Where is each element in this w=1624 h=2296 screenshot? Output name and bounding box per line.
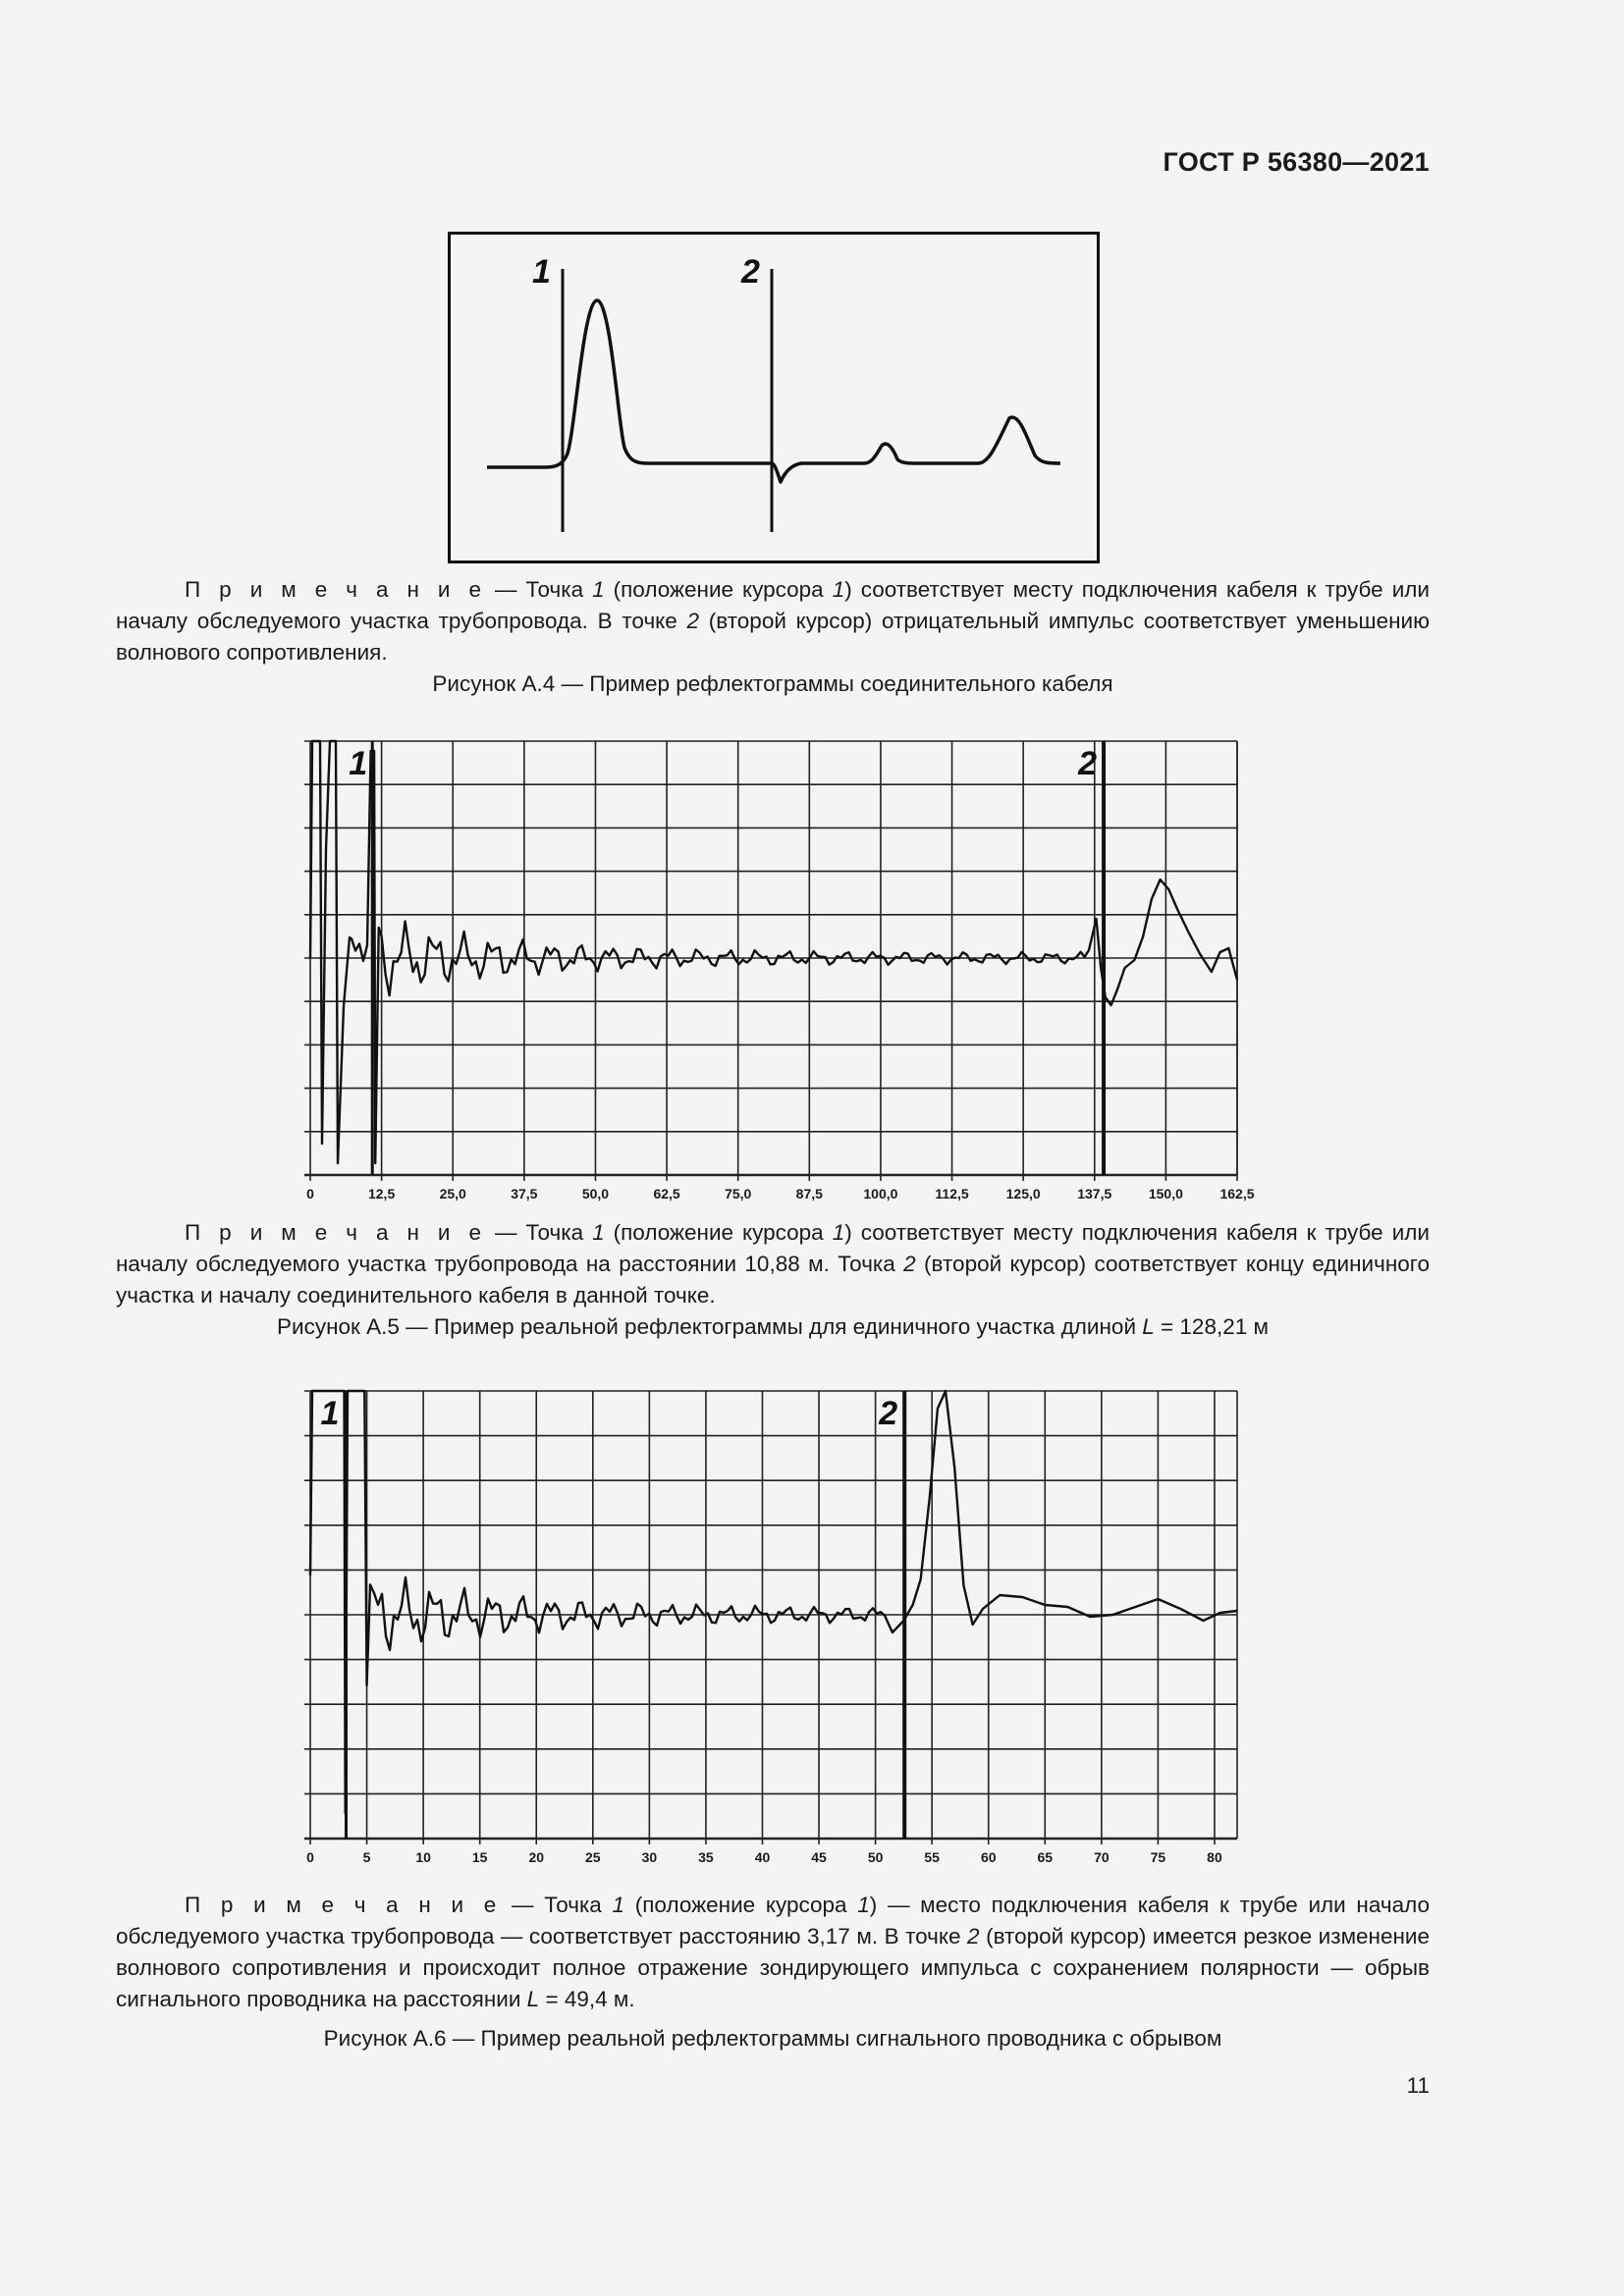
figure-a6-marker-2: 2	[879, 1395, 898, 1432]
figure-a6-x-tick-label: 0	[306, 1849, 314, 1865]
figure-a4-marker-1: 1	[532, 253, 551, 291]
figure-a5-x-tick-label: 62,5	[653, 1186, 680, 1201]
figure-a6-x-tick-label: 55	[924, 1849, 940, 1865]
figure-a5-marker-1: 1	[349, 745, 368, 782]
figure-a6-x-tick-label: 70	[1094, 1849, 1110, 1865]
figure-a6-x-tick-label: 30	[641, 1849, 658, 1865]
figure-a5-x-tick-label: 75,0	[725, 1186, 752, 1201]
figure-a6-x-tick-label: 20	[528, 1849, 545, 1865]
figure-a5-marker-2: 2	[1078, 745, 1097, 782]
figure-a6-x-tick-label: 65	[1037, 1849, 1054, 1865]
figure-a6-x-tick-label: 40	[754, 1849, 771, 1865]
figure-a4	[448, 232, 1100, 563]
figure-a5-note: П р и м е ч а н и е — Точка 1 (положение курсора 1) соответствует месту подключения кабеля к трубе или началу обследуемого участка трубопровода на расстоянии 10,88 м. Точка 2 (второй курсор) соответствует концу единичного участка и началу соединительного кабеля в данной точке.	[116, 1220, 1431, 1308]
figure-a6-x-tick-label: 35	[698, 1849, 714, 1865]
figure-a5-x-tick-label: 100,0	[863, 1186, 898, 1201]
figure-a5-x-tick-label: 137,5	[1077, 1186, 1112, 1201]
figure-a5-caption: Рисунок А.5 — Пример реальной рефлектограммы для единичного участка длиной L = 128,21 м	[277, 1314, 1269, 1339]
figure-a6-x-tick-label: 25	[585, 1849, 601, 1865]
figure-a6-x-tick-label: 15	[471, 1849, 488, 1865]
figure-a6-chart	[295, 1381, 1247, 1872]
figure-a5-chart	[295, 731, 1255, 1202]
figure-a5-x-tick-label: 50,0	[581, 1186, 610, 1201]
figure-a6-x-tick-label: 60	[980, 1849, 997, 1865]
figure-a6-x-tick-label: 75	[1150, 1849, 1166, 1865]
figure-a5-trace	[310, 741, 1237, 1163]
figure-a6-note: П р и м е ч а н и е — Точка 1 (положение курсора 1) — место подключения кабеля к трубе или начало обследуемого участка трубопровода — соответствует расстоянию 3,17 м. В точке 2 (второй курсор) имеется резкое изменение волнового сопротивления и происходит полное отражение зондирующего импульса с сохранением полярности — обрыв сигнального проводника на расстоянии L = 49,4 м.	[116, 1893, 1430, 2011]
figure-a5-x-tick-label: 162,5	[1219, 1186, 1255, 1201]
figure-a6-x-tick-label: 5	[362, 1849, 371, 1865]
figure-a5-x-tick-label: 0	[306, 1186, 314, 1201]
figure-a4-trace	[487, 300, 1060, 482]
figure-a4-caption: Рисунок А.4 — Пример рефлектограммы соединительного кабеля	[432, 671, 1113, 696]
figure-a5-x-tick-label: 112,5	[935, 1186, 969, 1201]
figure-a5-x-tick-label: 150,0	[1148, 1186, 1183, 1201]
page-number: 11	[1406, 2073, 1430, 2098]
figure-a6-x-tick-label: 80	[1207, 1849, 1222, 1865]
figure-a5-x-tick-label: 87,5	[795, 1186, 823, 1201]
figure-a6-caption: Рисунок А.6 — Пример реальной рефлектограммы сигнального проводника с обрывом	[323, 2026, 1222, 2051]
figure-a6-x-tick-label: 50	[867, 1849, 884, 1865]
figure-a5-x-tick-label: 12,5	[367, 1186, 396, 1201]
figure-a6-marker-1: 1	[320, 1395, 340, 1432]
figure-a6-x-tick-label: 10	[415, 1849, 431, 1865]
figure-a4-note: П р и м е ч а н и е — Точка 1 (положение курсора 1) соответствует месту подключения кабеля к трубе или началу обследуемого участка трубопровода. В точке 2 (второй курсор) отрицательный импульс соответствует уменьшению волнового сопротивления.	[116, 577, 1430, 665]
figure-a5-x-tick-label: 37,5	[511, 1186, 538, 1201]
figure-a4-marker-2: 2	[741, 253, 760, 291]
figure-a6-x-tick-label: 45	[811, 1849, 827, 1865]
figure-a5-x-tick-label: 125,0	[1005, 1186, 1041, 1201]
figure-a5-x-tick-label: 25,0	[439, 1186, 466, 1201]
document-header: ГОСТ Р 56380—2021	[1163, 147, 1430, 177]
